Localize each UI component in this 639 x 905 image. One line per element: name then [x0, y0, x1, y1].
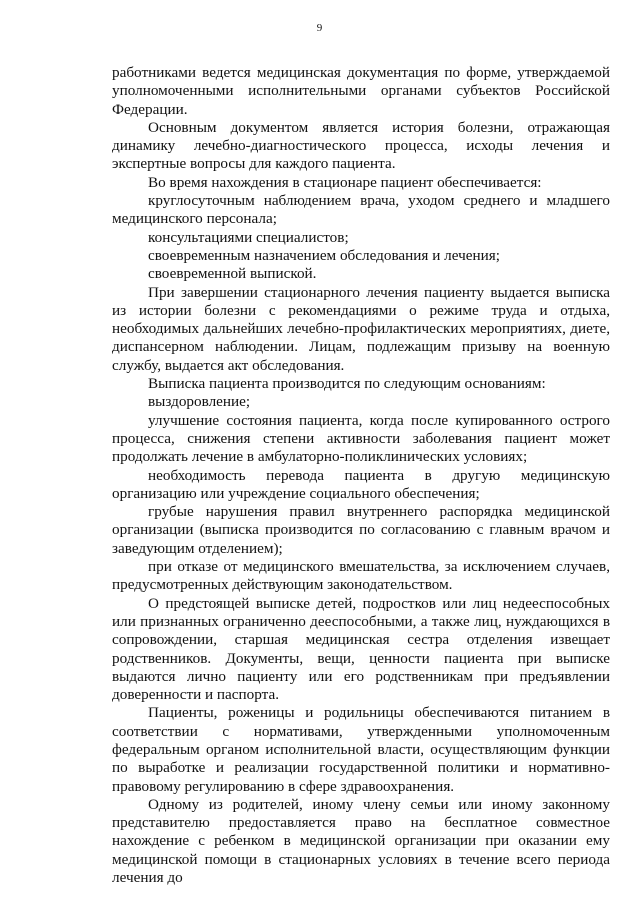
paragraph: работниками ведется медицинская документация по форме, утверждаемой уполномоченными исполнительными органами субъектов Российской Федерации. [112, 64, 610, 118]
list-item: своевременным назначением обследования и лечения; [148, 246, 500, 264]
list-item: грубые нарушения правил внутреннего распорядка медицинской организации (выписка производится по согласованию с главным врачом и заведующим отделением); [112, 503, 610, 557]
list-item: улучшение состояния пациента, когда после купированного острого процесса, снижения степени активности заболевания пациент может продолжать лечение в амбулаторно-поликлинических условиях; [112, 411, 610, 466]
list-item: при отказе от медицинского вмешательства, за исключением случаев, предусмотренных действующим законодательством. [112, 558, 610, 594]
list-item: выздоровление; [148, 393, 251, 411]
paragraph: Пациенты, роженицы и родильницы обеспечиваются питанием в соответствии с нормативами, утвержденными уполномоченным федеральным органом исполнительной власти, осуществляющим функции по выработке и реализации государственной политики и нормативно-правовому регулированию в сфере здравоохранения. [112, 704, 610, 795]
list-item: своевременной выпиской. [148, 265, 317, 283]
list-item: необходимость перевода пациента в другую медицинскую организацию или учреждение социального обеспечения; [112, 466, 610, 502]
paragraph: Одному из родителей, иному члену семьи или иному законному представителю предоставляется право на бесплатное совместное нахождение с ребенком в медицинской организации при оказании ему медицинской помощи в стационарных условиях в течение всего периода лечения до [112, 795, 610, 887]
paragraph: Выписка пациента производится по следующим основаниям: [148, 375, 546, 393]
paragraph: При завершении стационарного лечения пациенту выдается выписка из истории болезни с рекомендациями о режиме труда и отдыха, необходимых дальнейших лечебно-профилактических мероприятиях, диете, диспансерном наблюдении. Лицам, подлежащим призыву на военную службу, выдается акт обследования. [112, 283, 610, 374]
list-item: консультациями специалистов; [148, 228, 349, 246]
list-item: круглосуточным наблюдением врача, уходом среднего и младшего медицинского персонала; [112, 192, 610, 228]
paragraph: О предстоящей выписке детей, подростков или лиц недееспособных или признанных ограниченно дееспособными, а также лиц, нуждающихся в сопровождении, старшая медицинская сестра отделения извещает родственников. Документы, вещи, ценности пациента при выписке выдаются лично пациенту или его родственникам при предъявлении доверенности и паспорта. [112, 594, 610, 704]
paragraph: Основным документом является история болезни, отражающая динамику лечебно-диагностического процесса, исходы лечения и экспертные вопросы для каждого пациента. [112, 118, 610, 173]
paragraph: Во время нахождения в стационаре пациент обеспечивается: [148, 173, 542, 191]
page-number: 9 [316, 22, 323, 34]
document-body [112, 64, 610, 887]
